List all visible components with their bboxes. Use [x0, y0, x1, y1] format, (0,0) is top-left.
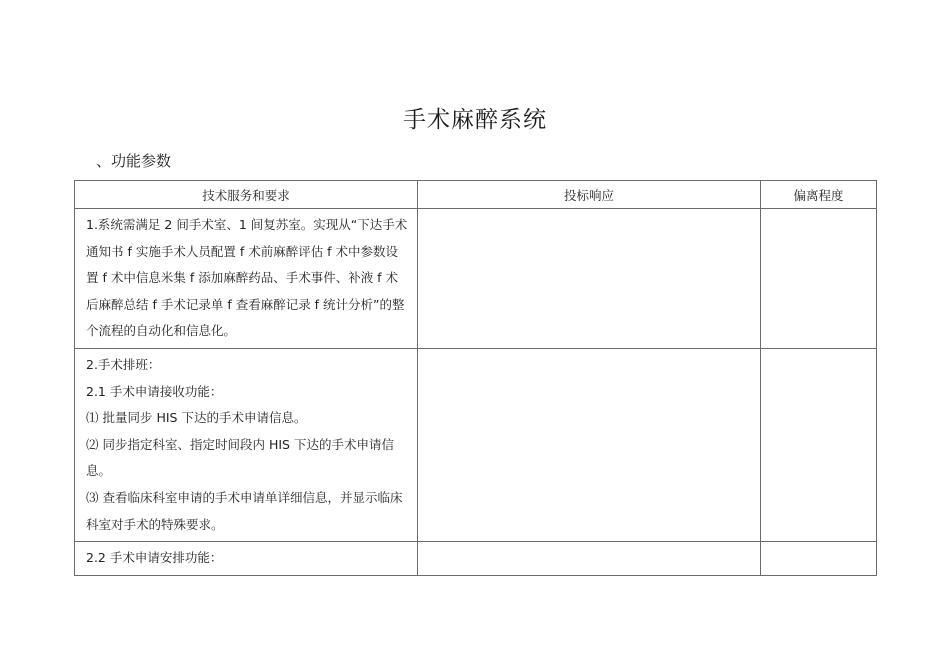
requirement-cell: [75, 348, 418, 541]
column-header-requirements: 技术服务和要求: [75, 181, 418, 209]
spec-table: [74, 180, 877, 576]
bid-response-cell: [418, 348, 761, 541]
requirement-cell: [75, 209, 418, 349]
requirement-text: 2.手术排班：: [86, 356, 161, 372]
column-header-deviation: 偏离程度: [761, 181, 877, 209]
table-header-row: [75, 181, 877, 209]
requirement-text: 2.1 手术申请接收功能：: [86, 383, 223, 399]
requirement-text: 2.2 手术申请安排功能：: [86, 550, 223, 566]
document-title: 手术麻醉系统: [403, 107, 547, 133]
table-row: [75, 348, 877, 541]
requirement-cell: [75, 542, 418, 576]
section-heading: 、功能参数: [96, 152, 172, 170]
column-header-bid-response: 投标响应: [418, 181, 761, 209]
deviation-cell: [761, 209, 877, 349]
table-row: [75, 209, 877, 349]
requirement-text: 1.系统需满足 2 间手术室、1 间复苏室。实现从“下达手术通知书 f 实施手术人员配置 f 术前麻醉评估 f 术中参数设置 f 术中信息米集 f 添加麻醉药品、手术事件、补液 f 术后麻醉总结 f 手术记录单 f 查看麻醉记录 f 统计分析”的整个流程的自动化和信息化。: [86, 217, 408, 339]
deviation-cell: [761, 542, 877, 576]
bid-response-cell: [418, 542, 761, 576]
table-row: [75, 542, 877, 576]
deviation-cell: [761, 348, 877, 541]
bid-response-cell: [418, 209, 761, 349]
requirement-text: ⑶ 查看临床科室申请的手术申请单详细信息，并显示临床科室对手术的特殊要求。: [86, 489, 403, 532]
requirement-text: ⑵ 同步指定科室、指定时间段内 HIS 下达的手术申请信息。: [86, 436, 394, 479]
requirement-text: ⑴ 批量同步 HIS 下达的手术申请信息。: [86, 410, 307, 426]
